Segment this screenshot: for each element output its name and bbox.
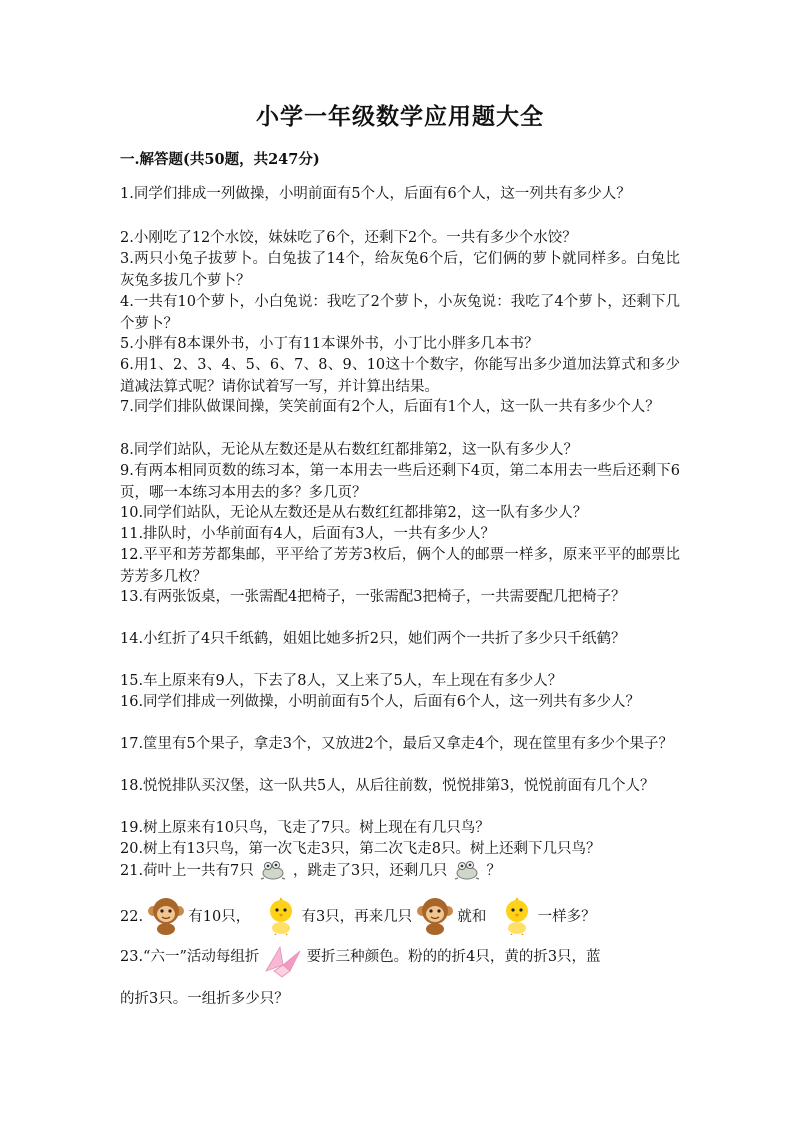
q21-text-c: ？	[486, 863, 501, 879]
frog-icon	[454, 858, 480, 884]
question-19: 19.树上原来有10只鸟，飞走了7只。树上现在有几只鸟？	[120, 820, 490, 836]
question-20: 20.树上有13只鸟，第一次飞走3只，第二次飞走8只。树上还剩下几只鸟？	[120, 841, 601, 857]
question-15: 15.车上原来有9人，下去了8人，又上来了5人，车上现在有多少人？	[120, 673, 563, 689]
question-21	[120, 858, 501, 884]
question-9: 9.有两本相同页数的练习本，第一本用去一些后还剩下4页，第二本用去一些后还剩下6页，哪一本练习本用去的多？多几页？	[120, 463, 680, 501]
question-1: 1.同学们排成一列做操，小明前面有5个人，后面有6个人，这一列共有多少人？	[120, 186, 631, 202]
q22-text-a: 22.	[120, 909, 144, 925]
question-2: 2.小刚吃了12个水饺，妹妹吃了6个，还剩下2个。一共有多少个水饺？	[120, 230, 577, 246]
page-title: 小学一年级数学应用题大全	[256, 103, 544, 130]
question-10: 10.同学们站队，无论从左数还是从右数红红都排第2，这一队有多少人？	[120, 505, 588, 521]
question-12: 12.平平和芳芳都集邮，平平给了芳芳3枚后，俩个人的邮票一样多，原来平平的邮票比芳芳多几枚？	[120, 547, 680, 585]
monkey-icon	[148, 895, 184, 939]
question-23-line-2: 的折3只。一组折多少只？	[120, 991, 289, 1007]
monkey-icon	[417, 895, 453, 939]
paper-crane-icon	[264, 947, 302, 967]
q21-text-b: ，跳走了3只，还剩几只	[293, 863, 448, 879]
question-18: 18.悦悦排队买汉堡，这一队共5人，从后往前数，悦悦排第3，悦悦前面有几个人？	[120, 778, 655, 794]
chick-icon	[501, 895, 533, 939]
question-22	[120, 895, 596, 939]
question-4: 4.一共有10个萝卜，小白兔说：我吃了2个萝卜，小灰兔说：我吃了4个萝卜，还剩下几个萝卜？	[120, 294, 680, 332]
question-8: 8.同学们站队，无论从左数还是从右数红红都排第2，这一队有多少人？	[120, 442, 579, 458]
question-17: 17.筐里有5个果子，拿走3个，又放进2个，最后又拿走4个，现在筐里有多少个果子？	[120, 736, 673, 752]
q22-text-b: 有10只，	[188, 909, 251, 925]
q21-text-a: 21.荷叶上一共有7只	[120, 863, 254, 879]
question-7: 7.同学们排队做课间操，笑笑前面有2个人，后面有1个人，这一队一共有多少个人？	[120, 399, 660, 415]
question-3: 3.两只小兔子拔萝卜。白兔拔了14个，给灰兔6个后，它们俩的萝卜就同样多。白兔比灰兔多拔几个萝卜？	[120, 251, 680, 289]
question-23-line-1	[120, 945, 601, 967]
chick-icon	[265, 895, 297, 939]
question-6: 6.用1、2、3、4、5、6、7、8、9、10这十个数字，你能写出多少道加法算式和多少道减法算式呢？请你试着写一写，并计算出结果。	[120, 357, 680, 395]
question-14: 14.小红折了4只千纸鹤，姐姐比她多折2只，她们两个一共折了多少只千纸鹤？	[120, 631, 626, 647]
question-5: 5.小胖有8本课外书，小丁有11本课外书，小丁比小胖多几本书？	[120, 336, 539, 352]
question-13: 13.有两张饭桌，一张需配4把椅子，一张需配3把椅子，一共需要配几把椅子？	[120, 589, 626, 605]
question-16: 16.同学们排成一列做操，小明前面有5个人，后面有6个人，这一列共有多少人？	[120, 694, 641, 710]
question-11: 11.排队时，小华前面有4人，后面有3人，一共有多少人？	[120, 526, 496, 542]
q22-text-e: 一样多？	[537, 909, 596, 925]
section-heading: 一.解答题(共50题，共247分)	[120, 151, 320, 168]
q23-text-a: 23.“六一”活动每组折	[120, 949, 260, 965]
q22-text-d: 就和	[457, 909, 487, 925]
q23-text-b: 要折三种颜色。粉的的折4只，黄的折3只，蓝	[306, 949, 601, 965]
q22-text-c: 有3只，再来几只	[301, 909, 413, 925]
frog-icon	[260, 858, 286, 884]
